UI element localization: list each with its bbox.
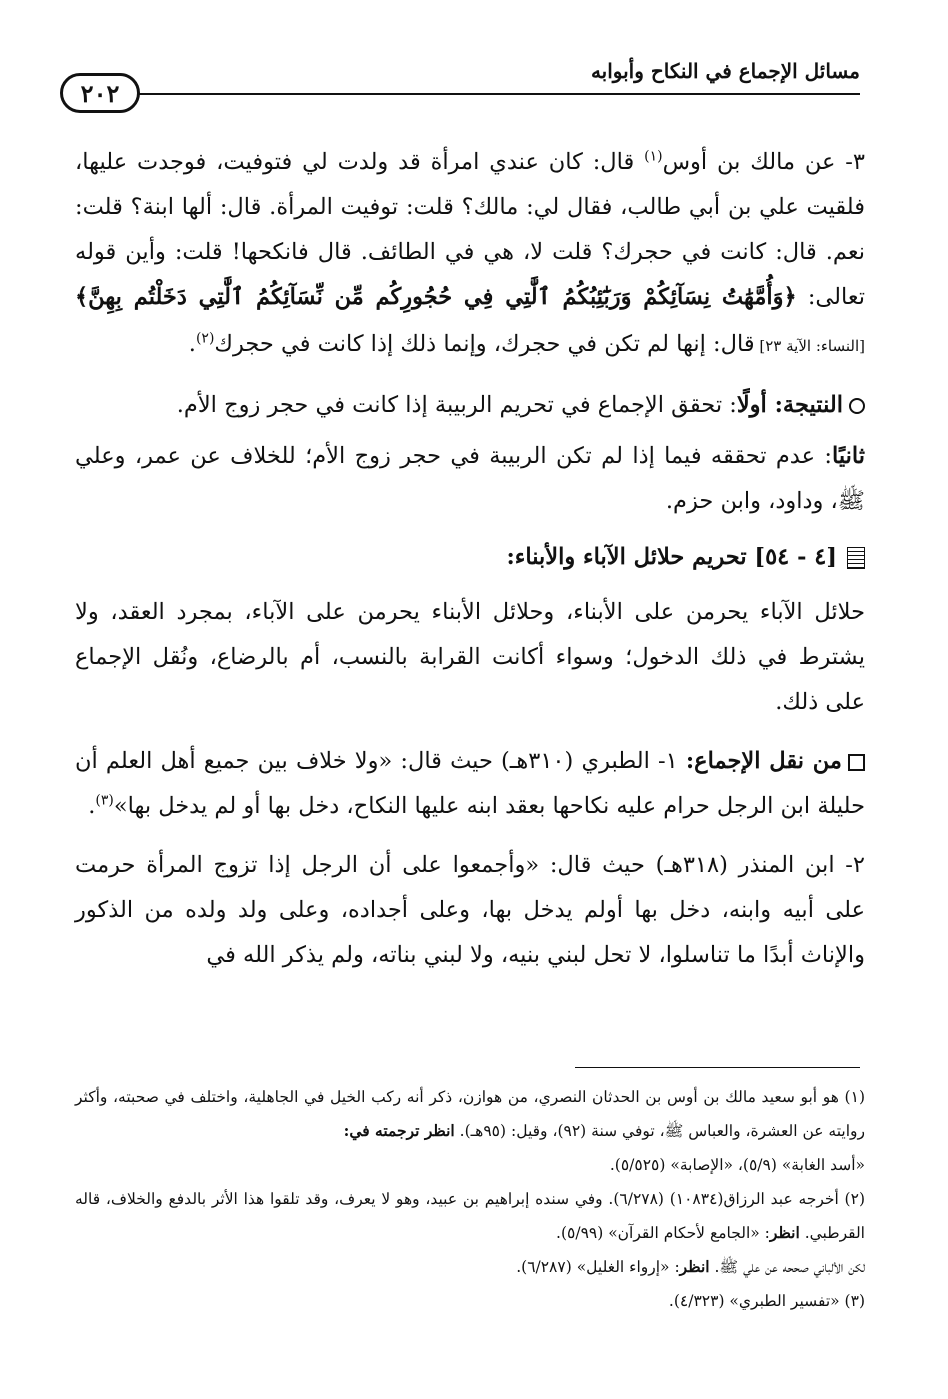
transmitters-label: من نقل الإجماع: bbox=[685, 748, 842, 774]
page-number: ٢٠٢ bbox=[60, 73, 140, 113]
footnote-1: (١) هو أبو سعيد مالك بن أوس بن الحدثان النصري، من هوازن، ذكر أنه ركب الخيل في الجاهلية، واختلف في صحبته، وأكثر روايته عن العشرة، والعباس ﷺ، توفي سنة (٩٢)، وقيل: (٩٥هـ). انظر ترجمته في: «أسد الغابة» (٥/٩)، «الإصابة» (٥/٥٢٥). bbox=[75, 1088, 865, 1174]
paragraph-malik-narration: ٣- عن مالك بن أوس$^{(١)}$ قال: كان عندي امرأة قد ولدت لي فتوفيت، فوجدت عليها، فلقيت علي بن أبي طالب، فقال لي: مالك؟ قلت: توفيت المرأة. قال: ألها ابنة؟ قلت: نعم. قال: كانت في حجرك؟ قلت لا، هي في الطائف. قال فانكحها! قلت: وأين قوله تعالى: ﴿وَأُمَّهَٰتُ نِسَآئِكُمْ وَرَبَٰٓئِبُكُمُ ٱلَّٰتِي فِي حُجُورِكُم مِّن نِّسَآئِكُمُ ٱلَّٰتِي دَخَلْتُم بِهِنَّ﴾ [النساء: الآية ٢٣] قال: إنها لم تكن في حجرك، وإنما ذلك إذا كانت في حجرك$^{(٢)}$. bbox=[75, 148, 865, 357]
verse-reference: [النساء: الآية ٢٣] bbox=[754, 337, 865, 355]
square-bullet-icon bbox=[848, 754, 865, 771]
footnote-ref-1[interactable]: (١) bbox=[644, 148, 663, 165]
footnote-2-continued: لكن الألباني صححه عن علي ﷺ. انظر: «إرواء الغليل» (٦/٢٨٧). bbox=[516, 1257, 865, 1276]
paragraph-halail: حلائل الآباء يحرمن على الأبناء، وحلائل الأبناء يحرمن على الآباء، بمجرد العقد، ولا يشترط في ذلك الدخول؛ وسواء أكانت القرابة بالنسب، أم بالرضاع، ونُقل الإجماع على ذلك. bbox=[75, 599, 865, 715]
circle-bullet-icon bbox=[849, 398, 865, 414]
result-second: ثانيًا: عدم تحققه فيما إذا لم تكن الربيبة في حجر زوج الأم؛ للخلاف عن عمر، وعلي ﷺ، وداود، وابن حزم. bbox=[75, 443, 865, 514]
paragraph-tabari: من نقل الإجماع: ١- الطبري (٣١٠هـ) حيث قال: «ولا خلاف بين جميع أهل العلم أن حليلة ابن الرجل حرام عليه نكاحها بعقد ابنه عليها النكاح، دخل بها أو لم يدخل بها»$^{(٣)}$. bbox=[75, 748, 865, 819]
footnote-separator bbox=[575, 1067, 860, 1068]
result-label: النتيجة: bbox=[774, 392, 843, 418]
paragraph-ibn-mundhir: ٢- ابن المنذر (٣١٨هـ) حيث قال: «وأجمعوا على أن الرجل إذا تزوج المرأة حرمت على أبيه وابنه، دخل بها أولم يدخل بها، وعلى أجداده، وعلى ولد ولده من الذكور والإناث أبدًا ما تناسلوا، لا تحل لبني بنيه، ولا لبني بناته، ولم يذكر الله في bbox=[75, 852, 865, 968]
footnote-3: (٣) «تفسير الطبري» (٤/٣٢٣). bbox=[668, 1292, 865, 1310]
quran-verse: ﴿وَأُمَّهَٰتُ نِسَآئِكُمْ وَرَبَٰٓئِبُكُمُ ٱلَّٰتِي فِي حُجُورِكُم مِّن نِّسَآئِكُمُ ٱلَّٰتِي دَخَلْتُم بِهِنَّ﴾ bbox=[75, 284, 797, 310]
page-header bbox=[60, 55, 860, 125]
header-rule bbox=[135, 93, 860, 95]
document-icon bbox=[847, 547, 865, 569]
main-text bbox=[75, 140, 865, 978]
footnotes bbox=[75, 1080, 865, 1318]
footnote-ref-3[interactable]: (٣) bbox=[95, 792, 114, 809]
result-first: النتيجة: أولًا: تحقق الإجماع في تحريم الربيبة إذا كانت في حجر زوج الأم. bbox=[75, 383, 865, 428]
running-title: مسائل الإجماع في النكاح وأبوابه bbox=[590, 59, 860, 83]
section-heading: [٤ - ٥٤] تحريم حلائل الآباء والأبناء: bbox=[75, 534, 865, 580]
footnote-ref-2[interactable]: (٢) bbox=[195, 330, 215, 347]
footnote-2: (٢) أخرجه عبد الرزاق(١٠٨٣٤) (٦/٢٧٨). وفي سنده إبراهيم بن عبيد، وهو لا يعرف، وقد تلقوا هذا الأثر بالدفع والخلاف، قاله القرطبي. انظر: «الجامع لأحكام القرآن» (٥/٩٩). bbox=[75, 1190, 865, 1242]
